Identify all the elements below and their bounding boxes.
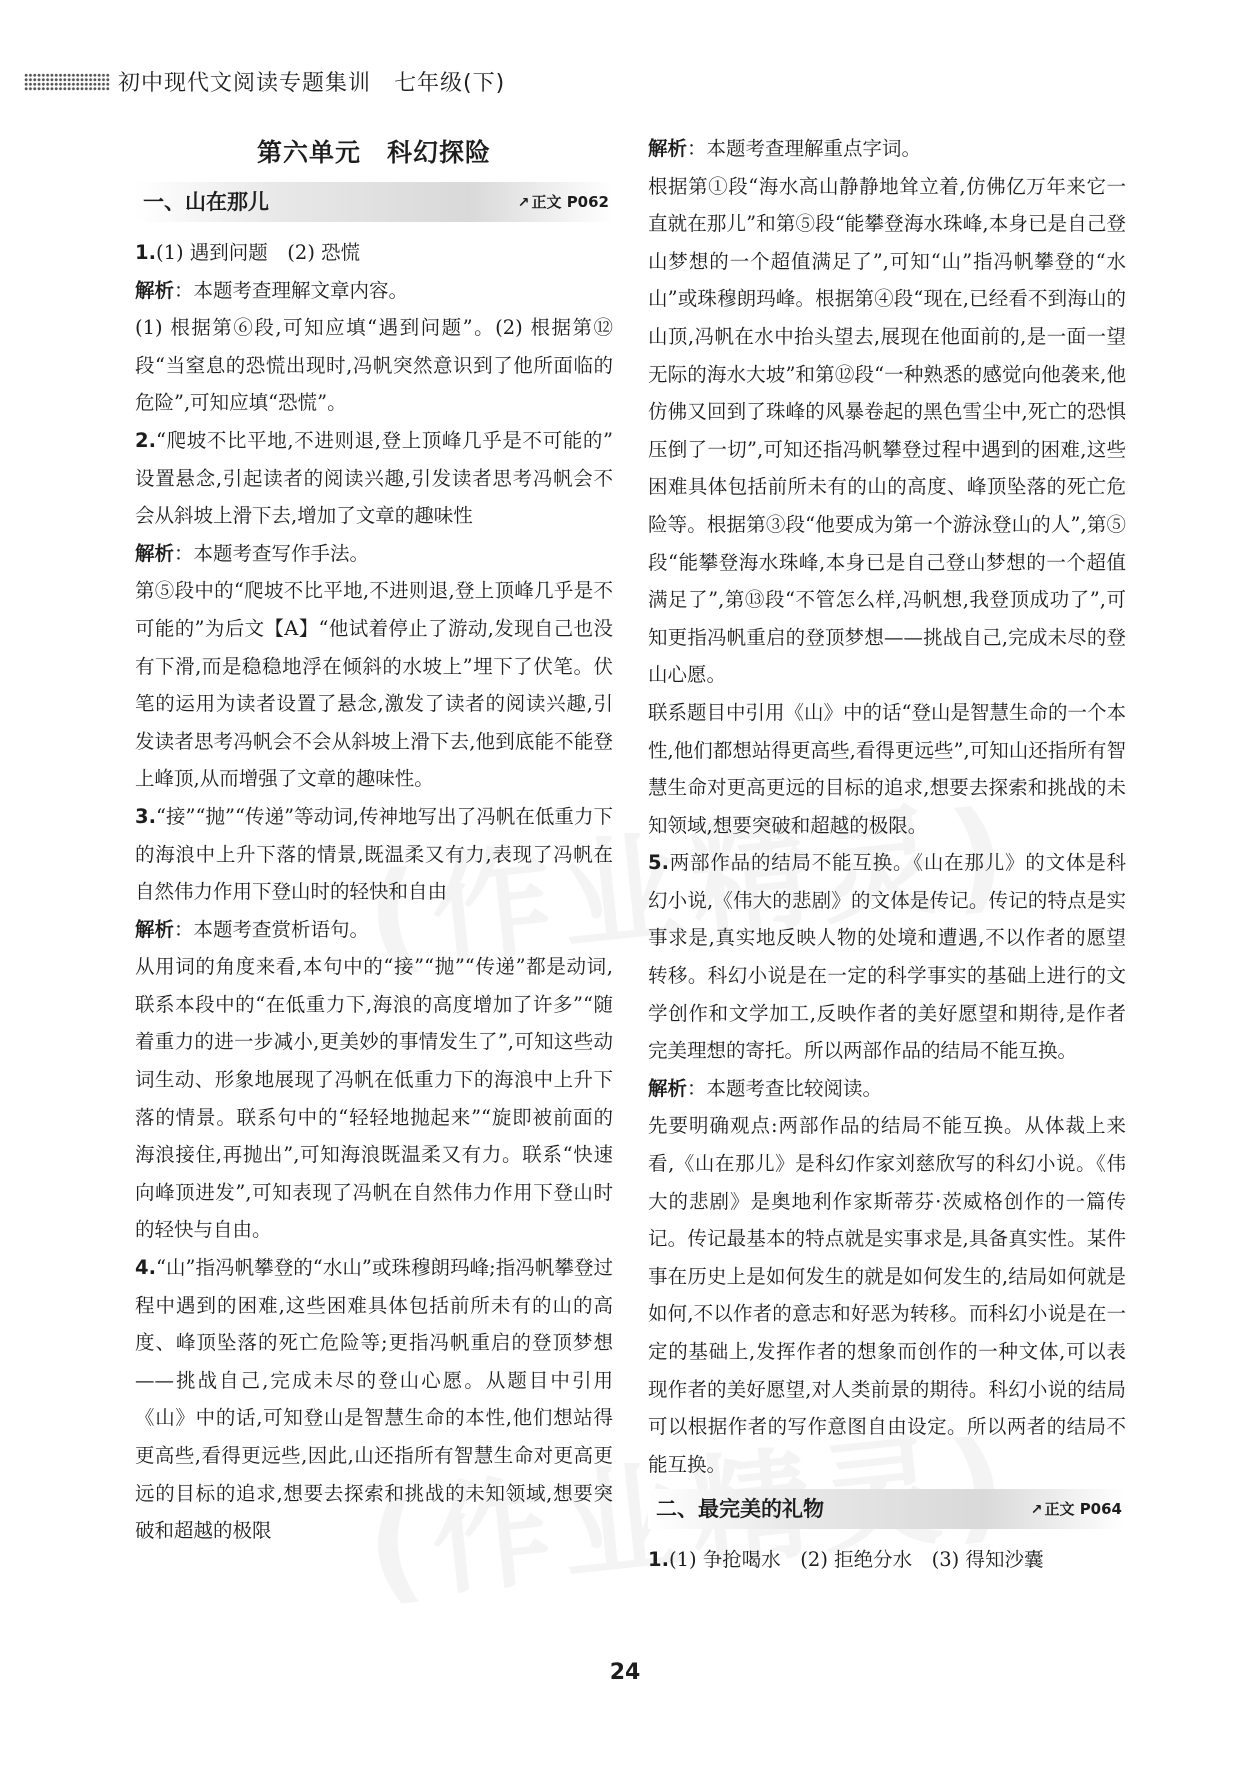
question-5: 5.两部作品的结局不能互换。《山在那儿》的文体是科幻小说,《伟大的悲剧》的文体是传记。传记的特点是实事求是,真实地反映人物的处境和遭遇,不以作者的愿望转移。科幻小说是在一定的科学事实的基础上进行的文学创作和文学加工,反映作者的美好愿望和期待,是作者完美理想的寄托。所以两部作品的结局不能互换。 <box>648 851 1126 1063</box>
section2-question-1: 1.(1) 争抢喝水 (2) 拒绝分水 (3) 得知沙囊 <box>648 1548 1044 1572</box>
analysis-2-detail: 第⑤段中的“爬坡不比平地,不进则退,登上顶峰几乎是不可能的”为后文【A】“他试着停止了游动,发现自己也没有下滑,而是稳稳地浮在倾斜的水坡上”埋下了伏笔。伏笔的运用为读者设置了悬念,激发了读者的阅读兴趣,引发读者思考冯帆会不会从斜坡上滑下去,他到底能不能登上峰顶,从而增强了文章的趣味性。 <box>135 579 613 791</box>
analysis-5: 解析：本题考查比较阅读。 <box>648 1076 883 1100</box>
arrow-icon: ↗ <box>1030 1502 1043 1519</box>
left-column <box>135 130 633 1550</box>
section-title: 一、山在那儿 <box>143 190 269 214</box>
analysis-5-detail: 先要明确观点:两部作品的结局不能互换。从体裁上来看,《山在那儿》是科幻作家刘慈欣写的科幻小说。《伟大的悲剧》是奥地利作家斯蒂芬·茨威格创作的一篇传记。传记最基本的特点就是实事求是,具备真实性。某件事在历史上是如何发生的就是如何发生的,结局如何就是如何,不以作者的意志和好恶为转移。而科幻小说是在一定的基础上,发挥作者的想象而创作的一种文体,可以表现作者的美好愿望,对人类前景的期待。科幻小说的结局可以根据作者的写作意图自由设定。所以两者的结局不能互换。 <box>648 1114 1126 1476</box>
question-4: 4.“山”指冯帆攀登的“水山”或珠穆朗玛峰;指冯帆攀登过程中遇到的困难,这些困难具体包括前所未有的山的高度、峰顶坠落的死亡危险等;更指冯帆重启的登顶梦想——挑战自己,完成未尽的登山心愿。从题目中引用《山》中的话,可知登山是智慧生命的本性,他们想站得更高些,看得更远些,因此,山还指所有智慧生命对更高更远的目标的追求,想要去探索和挑战的未知领域,想要突破和超越的极限 <box>135 1256 613 1543</box>
analysis-4-detail-2: 联系题目中引用《山》中的话“登山是智慧生命的一个本性,他们都想站得更高些,看得更远些”,可知山还指所有智慧生命对更高更远的目标的追求,想要去探索和挑战的未知领域,想要突破和超越的极限。 <box>648 700 1126 837</box>
analysis-4-detail: 根据第①段“海水高山静静地耸立着,仿佛亿万年来它一直就在那儿”和第⑤段“能攀登海水珠峰,本身已是自己登山梦想的一个超值满足了”,可知“山”指冯帆攀登的“水山”或珠穆朗玛峰。根据第④段“现在,已经看不到海山的山顶,冯帆在水中抬头望去,展现在他面前的,是一面一望无际的海水大坡”和第⑫段“一种熟悉的感觉向他袭来,他仿佛又回到了珠峰的风暴卷起的黑色雪尘中,死亡的恐惧压倒了一切”,可知还指冯帆攀登过程中遇到的困难,这些困难具体包括前所未有的山的高度、峰顶坠落的死亡危险等。根据第③段“他要成为第一个游泳登山的人”,第⑤段“能攀登海水珠峰,本身已是自己登山梦想的一个超值满足了”,第⑬段“不管怎么样,冯帆想,我登顶成功了”,可知更指冯帆重启的登顶梦想——挑战自己,完成未尽的登山心愿。 <box>648 174 1126 687</box>
analysis-3-detail: 从用词的角度来看,本句中的“接”“抛”“传递”都是动词,联系本段中的“在低重力下,海浪的高度增加了许多”“随着重力的进一步减小,更美妙的事情发生了”,可知这些动词生动、形象地展现了冯帆在低重力下的海浪中上升下落的情景。联系句中的“轻轻地抛起来”“旋即被前面的海浪接住,再抛出”,可知海浪既温柔又有力。联系“快速向峰顶进发”,可知表现了冯帆在自然伟力作用下登山时的轻快与自由。 <box>135 955 613 1242</box>
page-number: 24 <box>609 1660 641 1685</box>
analysis-1-detail: (1) 根据第⑥段,可知应填“遇到问题”。(2) 根据第⑫段“当窒息的恐慌出现时,冯帆突然意识到了他所面临的危险”,可知应填“恐慌”。 <box>135 316 613 415</box>
page-header <box>24 66 505 97</box>
unit-title: 第六单元 科幻探险 <box>256 138 491 167</box>
question-3: 3.“接”“抛”“传递”等动词,传神地写出了冯帆在低重力下的海浪中上升下落的情景,既温柔又有力,表现了冯帆在自然伟力作用下登山时的轻快和自由 <box>135 804 613 904</box>
analysis-2: 解析：本题考查写作手法。 <box>135 541 370 565</box>
right-column <box>648 130 1126 1579</box>
analysis-4: 解析：本题考查理解重点字词。 <box>648 137 922 160</box>
arrow-icon: ↗ <box>517 195 530 211</box>
section-reference: ↗ 正文 P062 <box>518 182 609 223</box>
question-1: 1.(1) 遇到问题 (2) 恐慌 <box>135 241 361 264</box>
dot-pattern-decoration <box>24 73 110 91</box>
section-header-2 <box>648 1489 1126 1529</box>
section-header-1 <box>135 182 613 222</box>
analysis-1: 解析：本题考查理解文章内容。 <box>135 278 409 302</box>
section-reference: ↗ 正文 P064 <box>1031 1489 1122 1530</box>
section-title: 二、最完美的礼物 <box>656 1497 824 1522</box>
header-title: 初中现代文阅读专题集训 七年级(下) <box>118 71 506 96</box>
question-2: 2.“爬坡不比平地,不进则退,登上顶峰几乎是不可能的” 设置悬念,引起读者的阅读兴趣,引发读者思考冯帆会不会从斜坡上滑下去,增加了文章的趣味性 <box>135 428 633 528</box>
analysis-3: 解析：本题考查赏析语句。 <box>135 917 370 941</box>
